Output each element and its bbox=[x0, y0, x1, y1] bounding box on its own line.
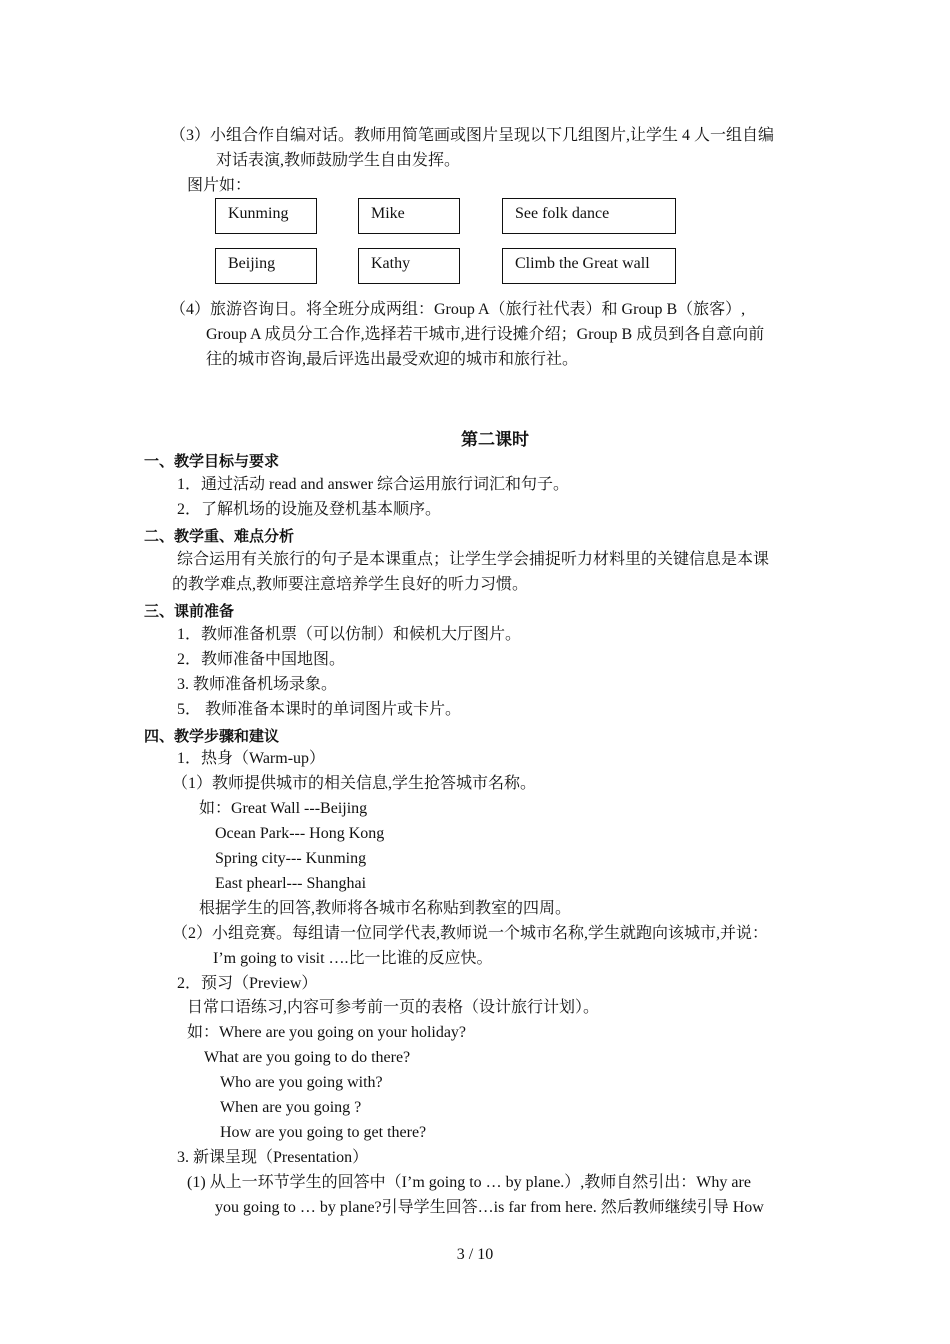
presentation-line2: you going to … by plane?引导学生回答…is far from here. 然后教师继续引导 How bbox=[215, 1199, 764, 1216]
section-heading-focus: 二、教学重、难点分析 bbox=[144, 527, 295, 545]
item4-line1: （4）旅游咨询日。将全班分成两组：Group A（旅行社代表）和 Group B（旅客）, bbox=[170, 301, 746, 318]
lesson-title: 第二课时 bbox=[461, 430, 529, 450]
presentation-title: 3. 新课呈现（Presentation） bbox=[177, 1149, 369, 1166]
picture-box-kunming: Kunming bbox=[215, 198, 317, 234]
picture-box-beijing: Beijing bbox=[215, 248, 317, 284]
question-line: How are you going to get there? bbox=[220, 1124, 427, 1141]
warmup-item1: （1）教师提供城市的相关信息,学生抢答城市名称。 bbox=[172, 775, 537, 792]
example-line: 如：Great Wall ---Beijing bbox=[199, 800, 368, 817]
question-line: 如：Where are you going on your holiday? bbox=[187, 1024, 467, 1041]
picture-box-folk-dance: See folk dance bbox=[502, 198, 676, 234]
warmup-title: 1．热身（Warm-up） bbox=[177, 750, 326, 767]
warmup-item2-line2: I’m going to visit ….比一比谁的反应快。 bbox=[213, 950, 493, 967]
goal-item: 1．通过活动 read and answer 综合运用旅行词汇和句子。 bbox=[177, 476, 569, 493]
pictures-intro: 图片如： bbox=[187, 177, 252, 194]
question-line: What are you going to do there? bbox=[204, 1049, 411, 1066]
question-line: Who are you going with? bbox=[220, 1074, 383, 1091]
picture-box-great-wall: Climb the Great wall bbox=[502, 248, 676, 284]
example-line: Spring city--- Kunming bbox=[215, 850, 367, 867]
warmup-note: 根据学生的回答,教师将各城市名称贴到教室的四周。 bbox=[199, 900, 572, 917]
picture-box-kathy: Kathy bbox=[358, 248, 460, 284]
item4-line3: 往的城市咨询,最后评选出最受欢迎的城市和旅行社。 bbox=[206, 351, 579, 368]
item3-line2: 对话表演,教师鼓励学生自由发挥。 bbox=[216, 152, 461, 169]
prep-item: 2．教师准备中国地图。 bbox=[177, 651, 346, 668]
focus-line2: 的教学难点,教师要注意培养学生良好的听力习惯。 bbox=[172, 576, 529, 593]
goal-item: 2．了解机场的设施及登机基本顺序。 bbox=[177, 501, 442, 518]
page-number: 3 / 10 bbox=[456, 1246, 494, 1263]
section-heading-goals: 一、教学目标与要求 bbox=[144, 452, 280, 470]
prep-item: 1．教师准备机票（可以仿制）和候机大厅图片。 bbox=[177, 626, 522, 643]
picture-box-mike: Mike bbox=[358, 198, 460, 234]
example-line: East phearl--- Shanghai bbox=[215, 875, 367, 892]
preview-line: 日常口语练习,内容可参考前一页的表格（设计旅行计划）。 bbox=[187, 999, 600, 1016]
focus-line1: 综合运用有关旅行的句子是本课重点；让学生学会捕捉听力材料里的关键信息是本课 bbox=[177, 551, 770, 568]
example-line: Ocean Park--- Hong Kong bbox=[215, 825, 385, 842]
prep-item: 5． 教师准备本课时的单词图片或卡片。 bbox=[177, 701, 462, 718]
question-line: When are you going ? bbox=[220, 1099, 362, 1116]
section-heading-prep: 三、课前准备 bbox=[144, 602, 235, 620]
warmup-item2-line1: （2）小组竞赛。每组请一位同学代表,教师说一个城市名称,学生就跑向该城市,并说： bbox=[172, 925, 769, 942]
section-heading-steps: 四、教学步骤和建议 bbox=[144, 727, 280, 745]
prep-item: 3. 教师准备机场录象。 bbox=[177, 676, 338, 693]
item3-line1: （3）小组合作自编对话。教师用简笔画或图片呈现以下几组图片,让学生 4 人一组自编 bbox=[170, 127, 775, 144]
item4-line2: Group A 成员分工合作,选择若干城市,进行设摊介绍；Group B 成员到各自意向前 bbox=[206, 326, 765, 343]
preview-title: 2．预习（Preview） bbox=[177, 975, 318, 992]
presentation-line1: (1) 从上一环节学生的回答中（I’m going to … by plane.）,教师自然引出：Why are bbox=[187, 1174, 751, 1191]
